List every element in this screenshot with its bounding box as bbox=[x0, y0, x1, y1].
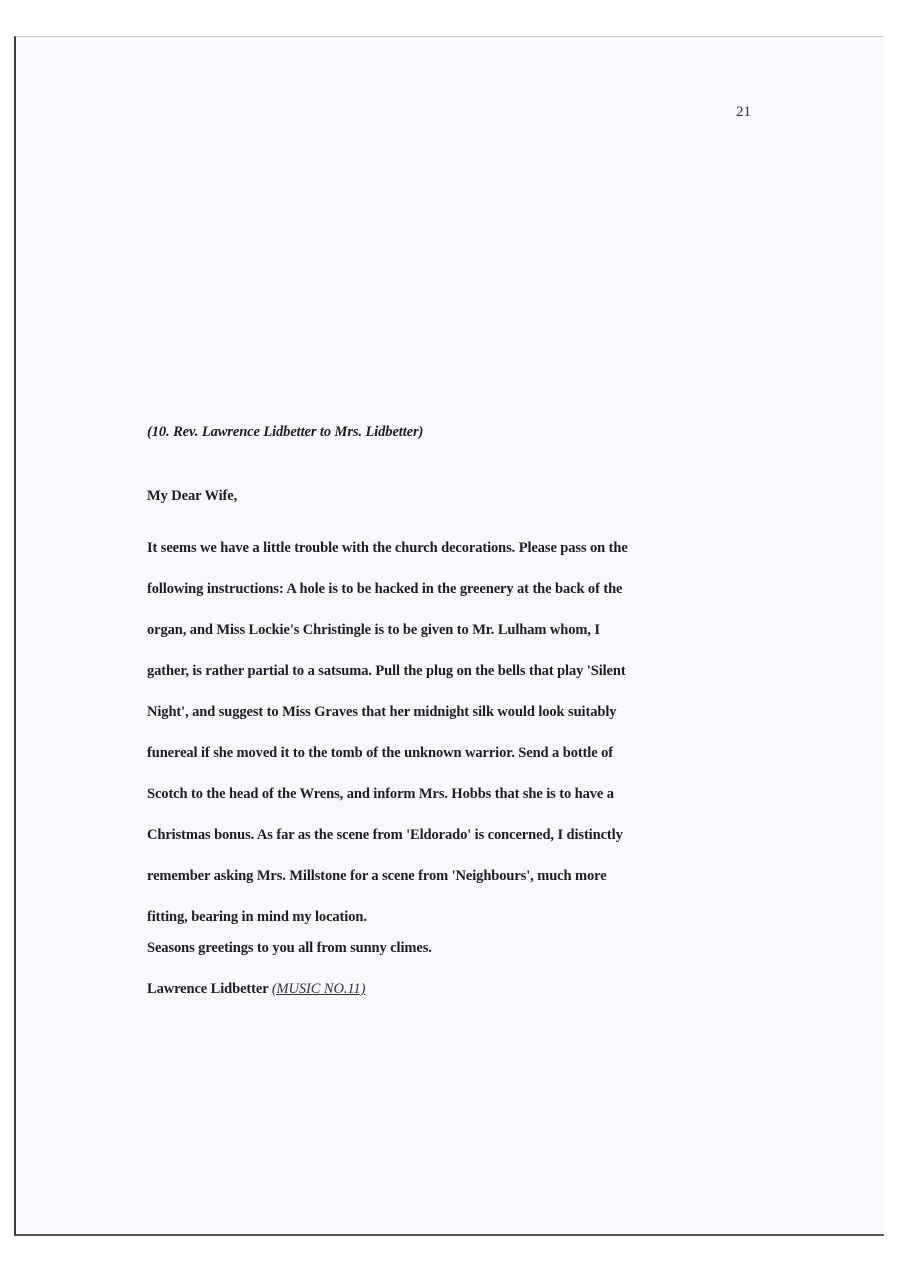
body-line: Christmas bonus. As far as the scene from 'Eldorado' is concerned, I distinctly bbox=[147, 827, 623, 843]
body-line: following instructions: A hole is to be hacked in the greenery at the back of the bbox=[147, 581, 623, 597]
letter-closing: Seasons greetings to you all from sunny climes. bbox=[147, 940, 432, 956]
body-line: It seems we have a little trouble with the church decorations. Please pass on the bbox=[147, 540, 628, 556]
letter-signature bbox=[147, 981, 787, 998]
body-line: gather, is rather partial to a satsuma. Pull the plug on the bells that play 'Silent bbox=[147, 663, 626, 679]
body-line: fitting, bearing in mind my location. bbox=[147, 909, 367, 925]
body-line: funereal if she moved it to the tomb of the unknown warrior. Send a bottle of bbox=[147, 745, 613, 761]
body-line: Scotch to the head of the Wrens, and inform Mrs. Hobbs that she is to have a bbox=[147, 786, 614, 802]
signature-name: Lawrence Lidbetter bbox=[147, 981, 269, 997]
body-line: remember asking Mrs. Millstone for a scene from 'Neighbours', much more bbox=[147, 868, 607, 884]
letter-salutation: My Dear Wife, bbox=[147, 488, 238, 504]
letter-body bbox=[147, 528, 787, 938]
letter-heading: (10. Rev. Lawrence Lidbetter to Mrs. Lidbetter) bbox=[147, 424, 424, 440]
music-cue: (MUSIC NO.11) bbox=[271, 981, 366, 997]
body-line: organ, and Miss Lockie's Christingle is to be given to Mr. Lulham whom, I bbox=[147, 622, 600, 638]
body-line: Night', and suggest to Miss Graves that her midnight silk would look suitably bbox=[147, 704, 617, 720]
page-number: 21 bbox=[736, 104, 751, 120]
